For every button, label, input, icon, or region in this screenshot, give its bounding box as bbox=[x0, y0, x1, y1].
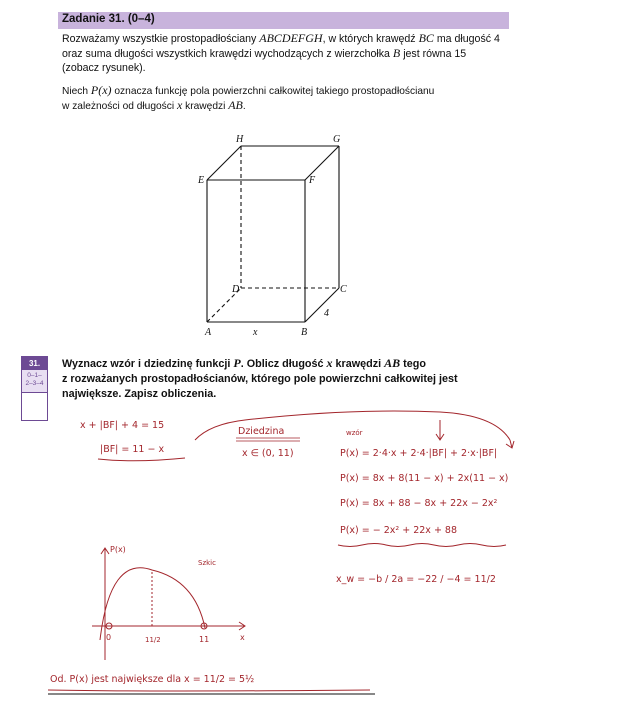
var: B bbox=[392, 46, 401, 60]
var: AB bbox=[228, 98, 243, 112]
hw-graph-sketch: Szkic bbox=[198, 559, 216, 567]
hw-wzor: wzór bbox=[346, 429, 363, 437]
text: krawędzi bbox=[185, 101, 226, 112]
points-line: 0–1– bbox=[27, 372, 42, 379]
text: , w których krawędź bbox=[322, 33, 416, 45]
hw-graph-end: 11 bbox=[199, 635, 210, 644]
label-E: E bbox=[198, 175, 205, 186]
label-B: B bbox=[301, 327, 308, 338]
text: tego bbox=[403, 358, 426, 370]
text: krawędzi bbox=[335, 358, 382, 370]
var: P(x) bbox=[90, 83, 112, 97]
label-C: C bbox=[340, 284, 347, 295]
label-H: H bbox=[236, 134, 244, 145]
hw-vertex: x_w = −b / 2a = −22 / −4 = 11/2 bbox=[336, 574, 496, 585]
var: x bbox=[326, 356, 333, 370]
hw-graph-mid: 11/2 bbox=[145, 636, 161, 644]
hw-formula-1: P(x) = 2·4·x + 2·4·|BF| + 2·x·|BF| bbox=[340, 448, 498, 459]
var: P bbox=[233, 356, 241, 370]
text: Rozważamy wszystkie prostopadłościany bbox=[62, 33, 257, 45]
text: oznacza funkcję pola powierzchni całkowitej takiego prostopadłościanu bbox=[114, 86, 435, 97]
text: ma długość 4 bbox=[436, 33, 500, 45]
label-F: F bbox=[309, 175, 316, 186]
hw-formula-4: P(x) = − 2x² + 22x + 88 bbox=[340, 525, 458, 536]
label-D: D bbox=[232, 284, 240, 295]
hw-formula-2: P(x) = 8x + 8(11 − x) + 2x(11 − x) bbox=[340, 473, 509, 484]
hw-eq2: |BF| = 11 − x bbox=[100, 444, 165, 455]
label-G: G bbox=[333, 134, 341, 145]
graph-parabola bbox=[100, 568, 205, 640]
text: Niech bbox=[62, 86, 89, 97]
text: Wyznacz wzór i dziedzinę funkcji bbox=[62, 358, 231, 370]
hw-answer: Od. P(x) jest największe dla x = 11/2 = 5½ bbox=[50, 674, 255, 685]
hw-arrow bbox=[506, 440, 514, 448]
cuboid-figure bbox=[207, 146, 339, 322]
label-A: A bbox=[205, 327, 212, 338]
hw-graph-y: P(x) bbox=[110, 545, 126, 554]
var: BC bbox=[418, 31, 434, 45]
var: ABCDEFGH bbox=[259, 31, 323, 45]
task-number: 31. bbox=[22, 357, 47, 370]
text: . Oblicz długość bbox=[240, 358, 324, 370]
edge-BC bbox=[305, 288, 339, 322]
hw-domain-value: x ∈ (0, 11) bbox=[242, 448, 294, 459]
points-line: 2–3–4 bbox=[25, 380, 44, 387]
hw-domain-label: Dziedzina bbox=[238, 426, 285, 437]
hw-formula-3: P(x) = 8x + 88 − 8x + 22x − 2x² bbox=[340, 498, 498, 509]
task-title: Zadanie 31. (0–4) bbox=[62, 13, 155, 25]
hw-underline bbox=[98, 458, 185, 461]
var: AB bbox=[384, 356, 401, 370]
handwritten-solution bbox=[48, 411, 514, 694]
text: jest równa 15 bbox=[403, 48, 467, 60]
hw-answer-underline bbox=[48, 690, 370, 691]
intro-line-3: (zobacz rysunek). bbox=[62, 62, 146, 74]
hw-eq1: x + |BF| + 4 = 15 bbox=[80, 420, 165, 431]
hw-wavy-underline bbox=[338, 544, 506, 547]
hw-graph-x: x bbox=[240, 633, 245, 642]
hw-graph-zero: 0 bbox=[106, 633, 112, 642]
edge-EH bbox=[207, 146, 241, 180]
var: x bbox=[176, 98, 183, 112]
hw-arrow bbox=[436, 420, 444, 440]
text: . bbox=[242, 101, 246, 112]
question-line-3: największe. Zapisz obliczenia. bbox=[62, 388, 217, 400]
label-4: 4 bbox=[324, 308, 329, 319]
hw-graph bbox=[92, 548, 245, 660]
question-line-2: z rozważanych prostopadłościanów, którego pole powierzchni całkowitej jest bbox=[62, 373, 458, 385]
text: w zależności od długości bbox=[62, 101, 175, 112]
text: oraz suma długości wszystkich krawędzi wychodzących z wierzchołka bbox=[62, 48, 390, 60]
label-x: x bbox=[253, 327, 258, 338]
hw-underline bbox=[236, 438, 300, 441]
